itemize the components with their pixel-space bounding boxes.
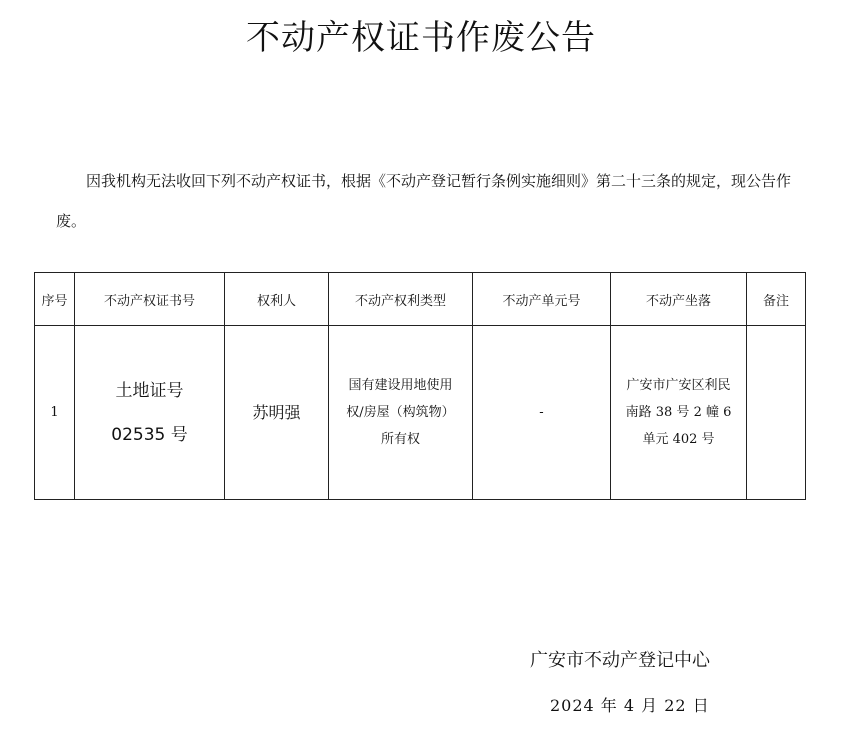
- header-index: 序号: [35, 273, 75, 326]
- cell-index: 1: [35, 326, 75, 500]
- notice-paragraph: 因我机构无法收回下列不动产权证书，根据《不动产登记暂行条例实施细则》第二十三条的规定，现公告作废。: [56, 172, 792, 230]
- header-holder: 权利人: [225, 273, 329, 326]
- cell-cert-no: 土地证号 02535 号: [75, 326, 225, 500]
- header-right-type: 不动产权利类型: [329, 273, 473, 326]
- header-cert-no: 不动产权证书号: [75, 273, 225, 326]
- certificate-table: [34, 272, 806, 500]
- header-location: 不动产坐落: [611, 273, 747, 326]
- cell-right-type: 国有建设用地使用权/房屋（构筑物）所有权: [329, 326, 473, 500]
- cell-unit-no: -: [473, 326, 611, 500]
- table-header-row: [35, 273, 806, 326]
- issue-date: 2024 年 4 月 22 日: [550, 696, 710, 715]
- header-unit-no: 不动产单元号: [473, 273, 611, 326]
- cell-remark: [747, 326, 806, 500]
- cell-location: 广安市广安区利民南路 38 号 2 幢 6 单元 402 号: [611, 326, 747, 500]
- issuing-organization: 广安市不动产登记中心: [530, 650, 710, 671]
- table-row: [35, 326, 806, 500]
- cell-holder: 苏明强: [225, 326, 329, 500]
- header-remark: 备注: [747, 273, 806, 326]
- page-title: 不动产权证书作废公告: [246, 18, 596, 58]
